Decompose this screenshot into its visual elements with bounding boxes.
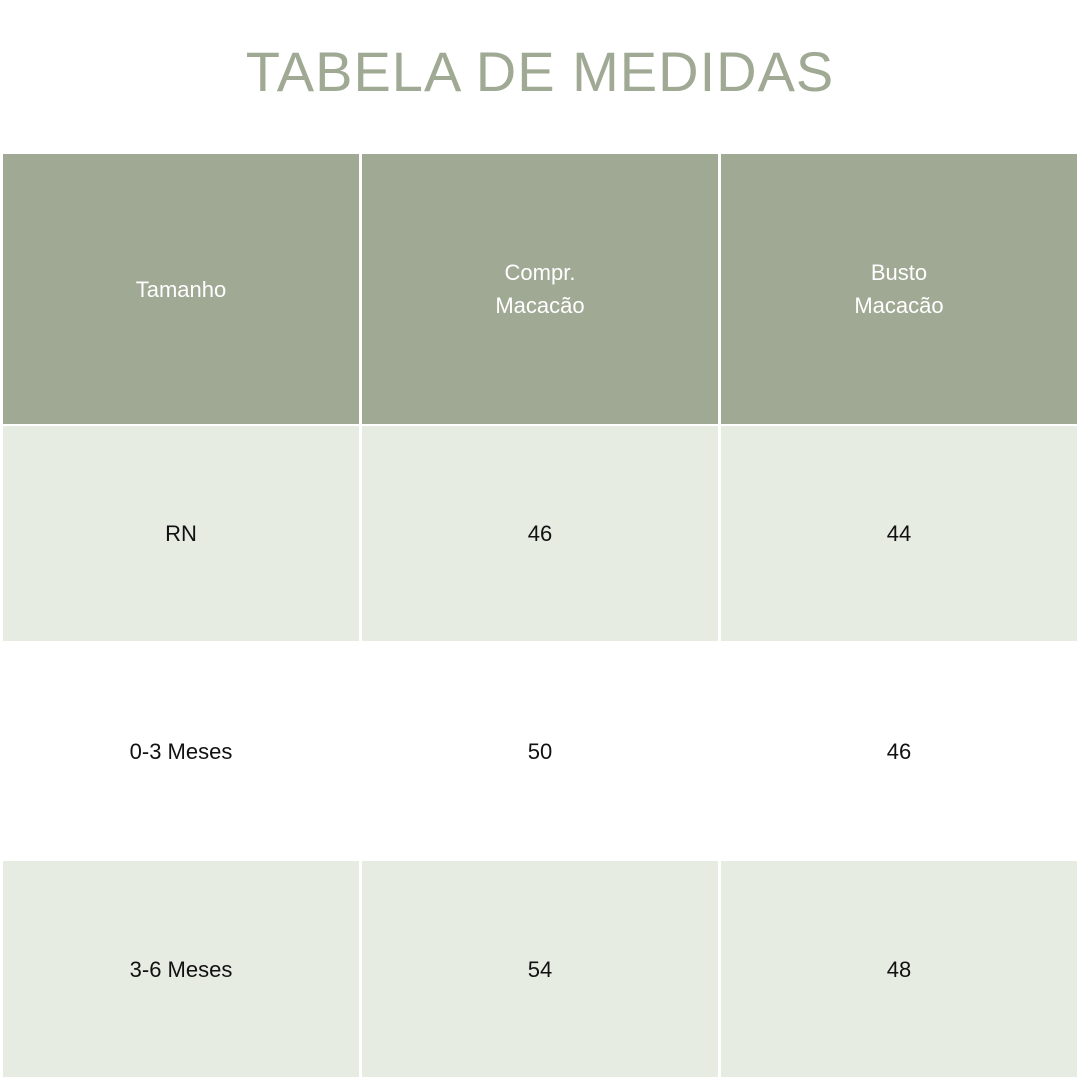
page-title: TABELA DE MEDIDAS (245, 40, 835, 103)
table-cell-size: 3-6 Meses (3, 861, 359, 1077)
header-label: Macacão (854, 293, 944, 318)
header-label: Busto (870, 260, 928, 285)
table-cell-size: 0-3 Meses (3, 643, 359, 859)
size-table (3, 154, 1077, 1077)
header-cell-length (362, 154, 718, 424)
table-cell-length: 54 (362, 861, 718, 1077)
table-cell-size: RN (3, 426, 359, 641)
header-label: Macacão (495, 293, 585, 318)
header-cell-size (3, 154, 359, 424)
table-cell-bust: 46 (721, 643, 1077, 859)
header-label: Compr. (504, 260, 576, 285)
header-cell-bust (721, 154, 1077, 424)
table-cell-bust: 44 (721, 426, 1077, 641)
table-cell-bust: 48 (721, 861, 1077, 1077)
table-cell-length: 50 (362, 643, 718, 859)
table-cell-length: 46 (362, 426, 718, 641)
header-label: Tamanho (135, 276, 227, 302)
